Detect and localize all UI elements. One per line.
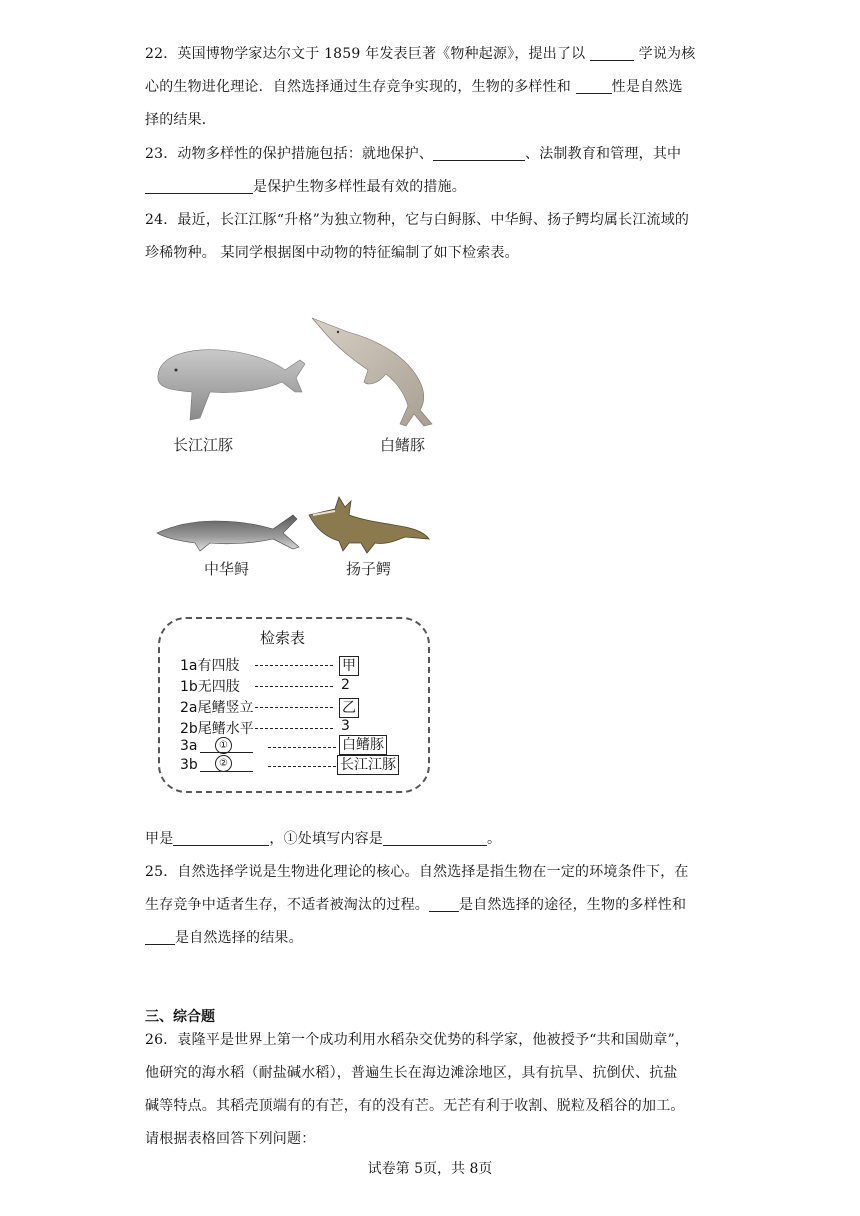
- q22-blank2: [576, 77, 612, 94]
- key-leader: [255, 728, 333, 729]
- q22-line3: 择的结果．: [145, 112, 216, 128]
- caption-alligator: 扬子鳄: [346, 560, 392, 578]
- q24-blank-jia: [173, 829, 269, 846]
- key-result-baiji: 白鳍豚: [339, 735, 387, 755]
- q23-line1: 23．动物多样性的保护措施包括：就地保护、 、法制教育和管理，其中: [145, 146, 682, 162]
- q25-blank2: [145, 928, 175, 945]
- q23-line2: 是保护生物多样性最有效的措施。: [145, 171, 723, 204]
- caption-sturgeon: 中华鲟: [204, 560, 250, 578]
- q26-line1: 26．袁隆平是世界上第一个成功利用水稻杂交优势的科学家，他被授予“共和国勋章”，: [145, 1032, 690, 1048]
- key-leader: [268, 747, 336, 748]
- chinese-sturgeon-image: [155, 505, 300, 555]
- q26-line4: 请根据表格回答下列问题：: [145, 1131, 316, 1147]
- section-title: 三、综合题: [145, 1009, 215, 1025]
- key-leader: [268, 766, 336, 767]
- q22-line1: 22．英国博物学家达尔文于 1859 年发表巨著《物种起源》，提出了以 学说为核: [145, 46, 696, 62]
- q22-line2: 心的生物进化理论．自然选择通过生存竞争实现的，生物的多样性和 性是自然选: [145, 79, 683, 95]
- q24-line2: 珍稀物种。 某同学根据图中动物的特征编制了如下检索表。: [145, 245, 519, 261]
- caption-finless-porpoise: 长江江豚: [173, 436, 234, 454]
- key-leader: [255, 665, 333, 666]
- q25-line3: 是自然选择的结果。: [145, 922, 723, 955]
- key-result-2: 2: [341, 677, 350, 693]
- key-title: 检索表: [260, 629, 306, 647]
- chinese-alligator-image: [305, 493, 430, 555]
- circle-1: ①: [215, 737, 232, 754]
- q25-line1: 25．自然选择学说是生物进化理论的核心。自然选择是指生物在一定的环境条件下，在: [145, 864, 689, 880]
- q23-blank2: [145, 177, 253, 194]
- key-result-3: 3: [341, 718, 350, 734]
- key-result-yi: 乙: [339, 698, 359, 718]
- key-result-finless-porpoise: 长江江豚: [337, 755, 399, 775]
- q26-line2: 他研究的海水稻（耐盐碱水稻），普遍生长在海边滩涂地区，具有抗旱、抗倒伏、抗盐: [145, 1065, 678, 1081]
- key-row-1b: 1b无四肢: [180, 679, 240, 695]
- circle-2: ②: [215, 755, 232, 772]
- key-row-3b: 3b: [180, 757, 198, 773]
- q25-line2: 生存竞争中适者生存，不适者被淘汰的过程。 是自然选择的途径，生物的多样性和: [145, 897, 687, 913]
- q26-line3: 碱等特点。其稻壳顶端有的有芒，有的没有芒。无芒有利于收割、脱粒及稻谷的加工。: [145, 1098, 685, 1114]
- key-row-2b: 2b尾鳍水平: [180, 721, 254, 737]
- baiji-dolphin-image: [308, 312, 443, 432]
- finless-porpoise-image: [150, 340, 310, 430]
- q22-blank1: [590, 44, 634, 61]
- key-leader: [255, 686, 333, 687]
- key-row-2a: 2a尾鳍竖立: [180, 700, 254, 716]
- q24-line1: 24．最近，长江江豚“升格”为独立物种，它与白鲟豚、中华鲟、扬子鳄均属长江流域的: [145, 212, 690, 228]
- q23-blank1: [433, 144, 525, 161]
- q25-blank1: [429, 895, 459, 912]
- page-footer: 试卷第 5页，共 8页: [367, 1161, 493, 1177]
- key-result-jia: 甲: [339, 656, 359, 676]
- q24-blank-circle1: [383, 829, 487, 846]
- key-row-1a: 1a有四肢: [180, 658, 240, 674]
- q24-answer-line: 甲是 ，①处填写内容是 。: [145, 831, 502, 847]
- key-row-3a: 3a: [180, 738, 198, 754]
- key-leader: [255, 707, 333, 708]
- caption-baiji: 白鳍豚: [380, 436, 426, 454]
